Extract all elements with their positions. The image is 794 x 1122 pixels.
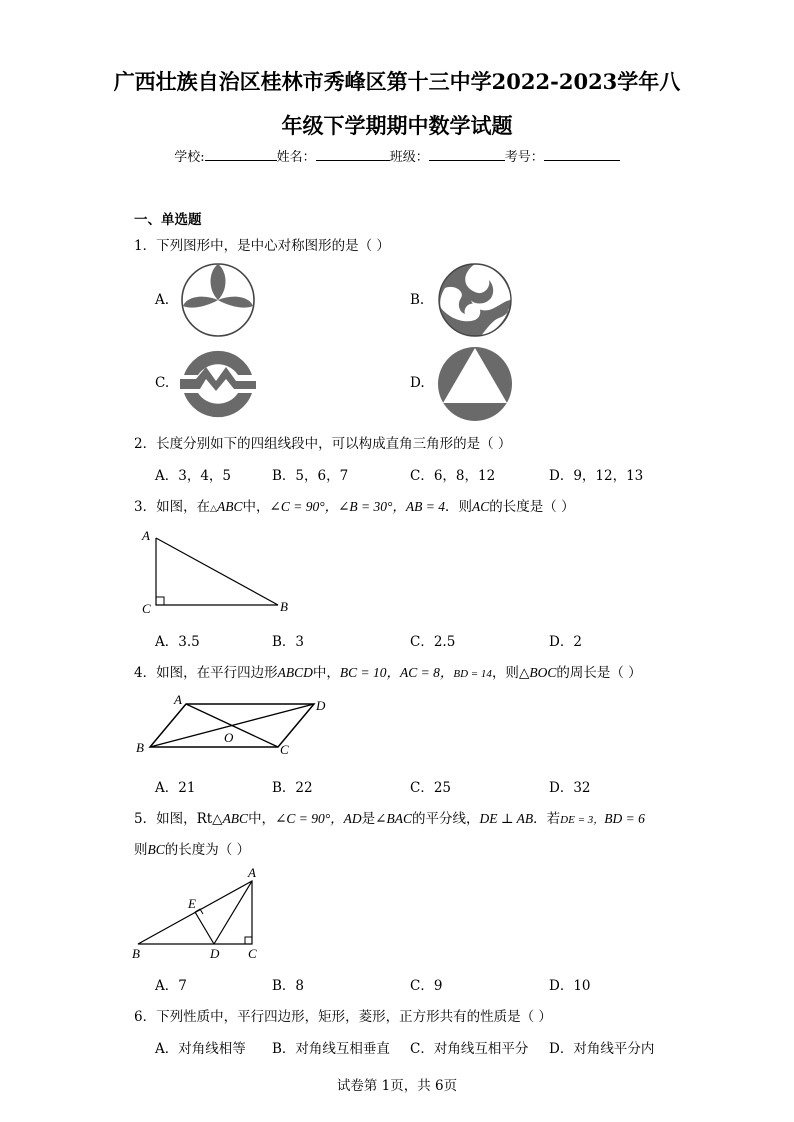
q3-label-a: A [142,528,150,543]
q4-stem-mid: 中， [312,665,340,681]
exam-title-line-2: 年级下学期期中数学试题 [281,113,513,138]
question-3-stem [134,495,575,515]
q5-figure-angle-bisector [130,864,270,964]
q4-parallelogram-name: ABCD [277,665,313,680]
q5-label-b: B [132,946,140,961]
q5-side-bc: BC [147,842,165,857]
q5-segment-ad: AD [343,811,362,826]
q1-figure-c-metro-symbol [178,345,258,423]
q5-word-if: ．若 [533,811,561,827]
student-info-line [0,146,794,165]
q5-line2-prefix: 则 [134,842,148,858]
exam-number-blank [544,148,620,161]
q3-stem-prefix: 3．如图，在 [134,499,211,515]
q5-label-e: E [188,896,196,911]
q1-figure-a-three-petals [178,262,258,338]
q3-angle-b: ∠B = 30°， [338,499,406,514]
question-2-stem: 2．长度分别如下的四组线段中，可以构成直角三角形的是（ ） [134,436,512,452]
q3-stem-mid: 中， [242,499,270,515]
q1-label-b: B. [410,292,425,308]
q5-option-d: D．10 [549,978,591,994]
q3-side-ac: AC [472,499,490,514]
q4-option-c: C．25 [410,780,452,796]
q5-label-c: C [248,946,257,961]
q3-option-a: A．3.5 [155,634,200,650]
question-6-stem: 6．下列性质中，平行四边形，矩形，菱形，正方形共有的性质是（ ） [134,1009,552,1025]
q3-label-b: B [280,599,288,614]
name-label: 姓名： [276,150,316,165]
q4-stem-prefix: 4．如图，在平行四边形 [134,665,278,681]
q5-option-b: B．8 [272,978,305,994]
q4-diagonal-bd: BD = 14 [453,668,492,680]
q3-option-b: B．3 [272,634,305,650]
q5-line2-tail: 的长度为（ ） [164,842,251,858]
q1-figure-d-triangle-in-circle [435,345,515,423]
q5-label-d: D [210,946,220,961]
exam-title-line-1: 广西壮族自治区桂林市秀峰区第十三中学2022-2023学年八 [113,69,681,94]
q6-option-c: C．对角线互相平分 [410,1041,529,1057]
q4-label-a: A [174,692,182,707]
q2-option-d: D．9，12，13 [549,468,644,484]
q3-option-c: C．2.5 [410,634,456,650]
page-footer: 试卷第 1页，共 6页 [336,1078,458,1094]
q4-label-d: D [316,698,326,713]
q1-label-d: D. [410,375,425,391]
question-5-stem-line-1 [134,807,645,827]
question-1-stem: 1．下列图形中，是中心对称图形的是（ ） [134,238,390,254]
q3-stem-tail-2: 的长度是（ ） [489,499,575,515]
q6-option-a: A．对角线相等 [155,1041,246,1057]
q1-label-a: A. [155,292,170,308]
q5-word-bisector: 的平分线， [411,811,480,827]
q2-option-a: A．3，4，5 [155,468,232,484]
q4-option-b: B．22 [272,780,313,796]
q4-label-b: B [136,740,144,755]
q2-option-c: C．6，8，12 [410,468,496,484]
q3-label-c: C [142,601,151,616]
q4-triangle-boc: △BOC [518,665,557,680]
q3-triangle-symbol: △ [210,504,218,514]
q5-triangle-name: ABC [222,811,249,826]
school-label: 学校: [174,150,205,165]
q4-stem-tail: ，则 [491,665,519,681]
name-blank [316,148,390,161]
section-title-single-choice: 一、单选题 [134,212,202,228]
q6-option-b: B．对角线互相垂直 [272,1041,390,1057]
q4-diagonal-ac: AC = 8， [399,665,454,680]
q5-length-bd: BD = 6 [604,811,645,826]
q4-label-o: O [224,730,234,745]
q5-stem-mid: 中， [248,811,276,827]
q3-side-ab: AB = 4 [405,499,446,514]
question-5-stem-line-2 [134,838,250,858]
class-blank [429,148,505,161]
q5-label-a: A [248,865,256,880]
q5-word-is: 是 [361,811,376,827]
q4-figure-parallelogram [134,692,334,758]
q5-angle-bac: ∠BAC [375,811,412,826]
q5-stem-prefix: 5．如图，Rt△ [134,811,223,827]
q5-option-a: A．7 [155,978,187,994]
school-blank [205,148,277,161]
q3-angle-c: ∠C = 90°， [269,499,339,514]
q5-length-de: DE = 3， [560,814,605,826]
q4-stem-tail-2: 的周长是（ ） [556,665,642,681]
q2-option-b: B．5，6，7 [272,468,349,484]
question-4-stem [134,661,642,681]
q6-option-d: D．对角线平分内 [549,1041,655,1057]
q4-option-d: D．32 [549,780,591,796]
q3-triangle-name: ABC [217,499,243,514]
q1-figure-b-tomoe [435,262,515,338]
q5-option-c: C．9 [410,978,443,994]
exam-number-label: 考号： [504,150,544,165]
q5-perpendicular: DE ⊥ AB [479,811,534,826]
class-label: 班级： [389,150,429,165]
q1-label-c: C. [155,375,170,391]
q4-option-a: A．21 [155,780,196,796]
q3-stem-tail: ．则 [445,499,473,515]
q3-option-d: D．2 [549,634,582,650]
q3-figure-right-triangle [136,525,306,617]
q4-side-bc: BC = 10， [339,665,400,680]
q4-label-c: C [280,742,289,757]
q5-angle-c: ∠C = 90°， [275,811,344,826]
